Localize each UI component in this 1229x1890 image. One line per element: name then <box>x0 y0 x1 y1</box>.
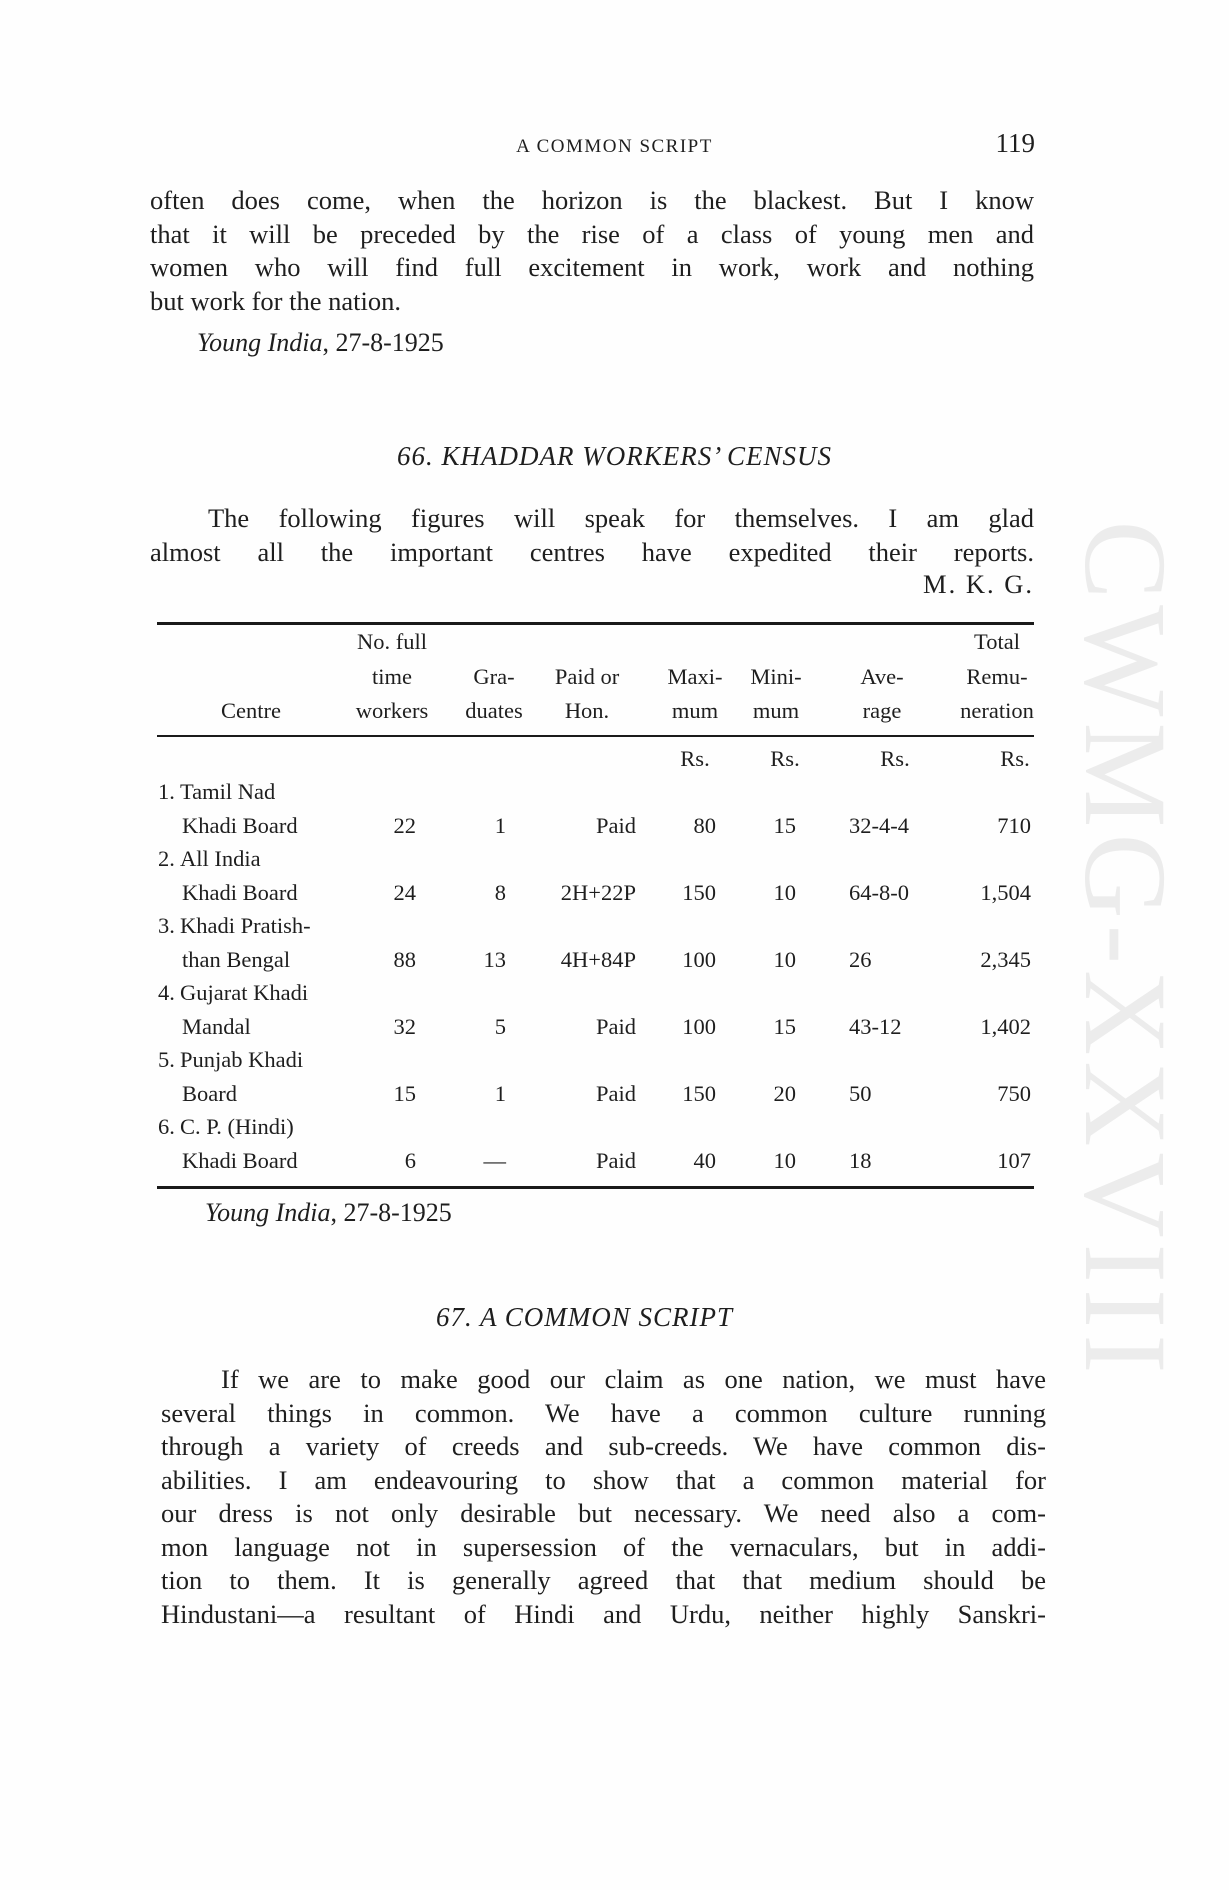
cell-workers: 88 <box>393 946 416 972</box>
cell-average: 26 <box>849 946 872 972</box>
text-line: but work for the nation. <box>150 285 401 316</box>
column-header-total: Remu- <box>966 664 1028 689</box>
cell-average: 64-8-0 <box>849 879 909 905</box>
centre-name: Punjab Khadi <box>180 1047 304 1072</box>
unit-label-avg: Rs. <box>880 746 910 771</box>
column-header-workers: time <box>372 664 412 689</box>
section-67-body <box>161 1363 1046 1631</box>
column-header-avg: Ave- <box>860 664 904 689</box>
column-header-paid: Hon. <box>564 698 610 723</box>
centre-name: Mandal <box>182 1013 251 1039</box>
centre-name: Khadi Board <box>182 812 298 838</box>
text-line: that it will be preceded by the rise of a class of young men and <box>150 218 1034 249</box>
cell-minimum: 20 <box>773 1080 796 1106</box>
cell-graduates: 8 <box>494 879 506 905</box>
publication-date: , 27-8-1925 <box>322 328 444 357</box>
row-number: 3. <box>158 913 175 938</box>
cell-maximum: 150 <box>682 879 716 905</box>
text-line: tion to them. It is generally agreed that that medium should be <box>161 1565 1046 1595</box>
cell-average: 43-12 <box>849 1013 902 1039</box>
column-header-max: Maxi- <box>667 664 723 689</box>
centre-name: Khadi Board <box>182 1147 298 1173</box>
page-number: 119 <box>995 128 1035 158</box>
column-header-max: mum <box>671 698 719 723</box>
cell-maximum: 40 <box>693 1147 716 1173</box>
cell-paid-or-hon: Paid <box>595 1013 636 1039</box>
cell-graduates: 1 <box>494 812 506 838</box>
paragraph-1 <box>150 184 1034 318</box>
unit-label-max: Rs. <box>680 746 710 771</box>
cell-workers: 32 <box>393 1013 416 1039</box>
column-header-total: Total <box>974 629 1020 654</box>
column-header-min: mum <box>752 698 800 723</box>
watermark: CWMG-XXVIII <box>1060 520 1191 1380</box>
text-line: women who will find full excitement in work, work and nothing <box>150 252 1034 282</box>
cell-maximum: 80 <box>693 812 716 838</box>
text-line: The following figures will speak for themselves. I am glad <box>208 503 1034 533</box>
publication-name: Young India <box>197 328 323 357</box>
cell-average: 50 <box>849 1080 872 1106</box>
cell-average: 32-4-4 <box>849 812 909 838</box>
cell-paid-or-hon: 2H+22P <box>560 879 636 905</box>
cell-total-remuneration: 107 <box>997 1147 1031 1173</box>
cell-workers: 22 <box>393 812 416 838</box>
cell-maximum: 150 <box>682 1080 716 1106</box>
cell-workers: 24 <box>393 879 416 905</box>
column-header-centre: Centre <box>221 698 281 723</box>
column-header-graduates: Gra- <box>473 664 515 689</box>
table-top-rule <box>157 622 1034 625</box>
row-number: 5. <box>158 1047 175 1072</box>
text-line: Hindustani—a resultant of Hindi and Urdu, neither highly Sanskri- <box>161 1598 1046 1629</box>
centre-name: Khadi Board <box>182 879 298 905</box>
column-header-workers: workers <box>355 698 429 723</box>
text-line: through a variety of creeds and sub-creeds. We have common dis- <box>161 1431 1046 1461</box>
text-line: mon language not in supersession of the vernaculars, but in addi- <box>161 1531 1046 1562</box>
text-line: almost all the important centres have expedited their reports. <box>150 536 1034 567</box>
cell-total-remuneration: 2,345 <box>980 946 1031 972</box>
running-title: A COMMON SCRIPT <box>516 136 713 157</box>
column-header-min: Mini- <box>750 664 802 689</box>
text-line: several things in common. We have a common culture running <box>161 1397 1046 1428</box>
table-header-rule <box>157 735 1034 737</box>
text-line: If we are to make good our claim as one nation, we must have <box>221 1364 1046 1394</box>
cell-average: 18 <box>849 1147 872 1173</box>
centre-name: Tamil Nad <box>180 779 276 804</box>
centre-name: than Bengal <box>182 946 291 972</box>
cell-minimum: 10 <box>773 946 796 972</box>
cell-total-remuneration: 1,504 <box>980 879 1031 905</box>
signature: M. K. G. <box>923 569 1034 599</box>
unit-label-min: Rs. <box>770 746 800 771</box>
cell-graduates: — <box>483 1147 506 1173</box>
centre-name: C. P. (Hindi) <box>180 1114 294 1139</box>
cell-total-remuneration: 710 <box>997 812 1031 838</box>
cell-minimum: 10 <box>773 879 796 905</box>
source-citation-2 <box>205 1198 452 1228</box>
publication-date: , 27-8-1925 <box>330 1198 452 1227</box>
cell-paid-or-hon: Paid <box>595 1147 636 1173</box>
cell-minimum: 10 <box>773 1147 796 1173</box>
publication-name: Young India <box>205 1198 331 1227</box>
centre-name: All India <box>180 846 261 871</box>
cell-total-remuneration: 750 <box>997 1080 1031 1106</box>
column-header-total: neration <box>960 698 1034 723</box>
cell-graduates: 5 <box>494 1013 506 1039</box>
cell-maximum: 100 <box>682 1013 716 1039</box>
column-header-paid: Paid or <box>554 664 620 689</box>
text-line: often does come, when the horizon is the blackest. But I know <box>150 185 1034 215</box>
row-number: 6. <box>158 1114 175 1139</box>
column-header-graduates: duates <box>465 698 523 723</box>
row-number: 1. <box>158 779 175 804</box>
cell-workers: 6 <box>404 1147 416 1173</box>
table-bottom-rule <box>157 1186 1034 1189</box>
row-number: 2. <box>158 846 175 871</box>
cell-graduates: 1 <box>494 1080 506 1106</box>
cell-paid-or-hon: Paid <box>595 812 636 838</box>
section-66-title: 66. KHADDAR WORKERS’ CENSUS <box>397 441 832 471</box>
unit-label-total: Rs. <box>1000 746 1030 771</box>
section-67-title: 67. A COMMON SCRIPT <box>435 1302 733 1332</box>
section-66-intro <box>150 502 1034 569</box>
centre-name: Gujarat Khadi <box>180 980 309 1005</box>
cell-graduates: 13 <box>483 946 506 972</box>
cell-total-remuneration: 1,402 <box>980 1013 1031 1039</box>
cell-minimum: 15 <box>773 812 796 838</box>
source-citation-1 <box>197 328 444 358</box>
text-line: our dress is not only desirable but necessary. We need also a com- <box>161 1498 1046 1528</box>
cell-paid-or-hon: Paid <box>595 1080 636 1106</box>
column-header-workers: No. full <box>357 629 427 654</box>
text-line: abilities. I am endeavouring to show that a common material for <box>161 1464 1046 1495</box>
centre-name: Khadi Pratish- <box>180 913 311 938</box>
column-header-avg: rage <box>862 698 902 723</box>
cell-minimum: 15 <box>773 1013 796 1039</box>
cell-maximum: 100 <box>682 946 716 972</box>
cell-paid-or-hon: 4H+84P <box>560 946 636 972</box>
row-number: 4. <box>158 980 175 1005</box>
centre-name: Board <box>182 1080 237 1106</box>
cell-workers: 15 <box>393 1080 416 1106</box>
